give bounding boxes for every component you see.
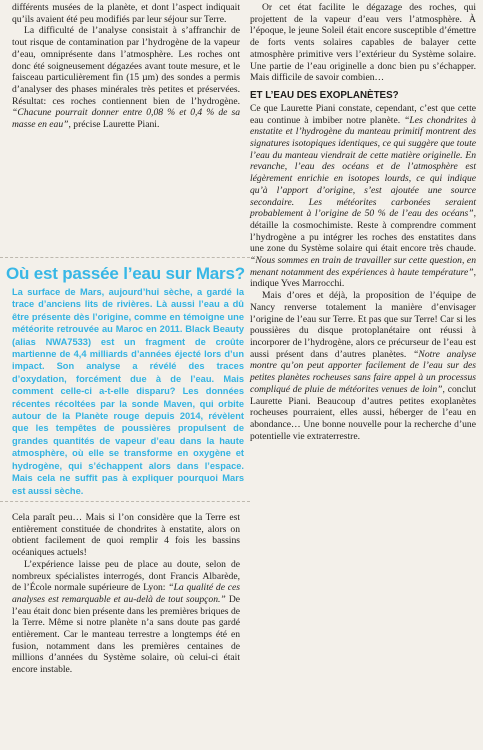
callout-bottom-divider: [0, 501, 250, 502]
paragraph: L’expérience laisse peu de place au doute, selon de nombreux spécialistes interrogés, dont Francis Albarède, de l’École normale supérieure de Lyon: “La qualité de ces analyses est remarquable et au-delà de tout soupçon.” De l’eau était donc bien présente dans les premières briques de la Terre. Même si notre planète n’a sans doute pas gardé entièrement. Car le manteau terrestre a longtemps été en fusion, notamment dans les premières centaines de millions d’années du Système solaire, où celui-ci était encore instable.: [12, 558, 240, 676]
paragraph: La difficulté de l’analyse consistait à s’affranchir de tout risque de contamination par l’hydrogène de la vapeur d’eau, omniprésente dans l’atmosphère. Les roches ont donc été soigneusement dégazées avant toute mesure, et le faisceau particulièrement fin (15 µm) des sondes a permis d’analyser des phases minérales très petites et préservées. Résultat: ces roches contiennent bien de l’hydrogène. “Chacune pourrait donner entre 0,08 % et 0,4 % de sa masse en eau”, précise Laurette Piani.: [12, 25, 240, 131]
quote: “La qualité de ces analyses est remarquable et au-delà de tout soupçon.”: [12, 582, 240, 605]
paragraph: Mais d’ores et déjà, la proposition de l’équipe de Nancy renverse totalement la manière d’envisager l’origine de l’eau sur Terre. Et pas que sur Terre! Car si les poussières du disque protoplanétaire ont réussi à incorporer de l’hydrogène, alors ce précurseur de l’eau est aussi présent dans d’autres planètes. “Notre analyse montre qu’on peut apporter facilement de l’eau sur des petites planètes rocheuses sans faire appel à un processus compliqué de pluie de météorites venues de loin”, conclut Laurette Piani. Beaucoup d’autres petites exoplanètes rocheuses pourraient, elles aussi, héberger de l’eau en abondance… Une bonne nouvelle pour la recherche d’une potentielle vie extraterrestre.: [250, 290, 476, 442]
paragraph: différents musées de la planète, et dont l’aspect indiquait qu’ils avaient été peu modifiés par leur séjour sur Terre.: [12, 2, 240, 25]
left-column-bottom: [12, 512, 240, 676]
quote: “Nous sommes en train de travailler sur cette question, en menant notamment des expériences à haute température”: [250, 255, 476, 278]
paragraph: Cela paraît peu… Mais si l’on considère que la Terre est entièrement constituée de chondrites à enstatite, alors on obtient facilement de quoi remplir 4 fois les bassins océaniques actuels!: [12, 512, 240, 559]
callout-title: Où est passée l’eau sur Mars?: [6, 264, 245, 283]
quote: “Les chondrites à enstatite et l’hydrogène du manteau primitif montrent des signatures isotopiques identiques, ce qui suggère que toute l’eau du manteau viendrait de cette matière originelle. En revanche, l’eau des océans et de l’atmosphère est légèrement enrichie en isotopes lourds, ce qui indique qu’à l’apport d’origine, s’est ajoutée une source secondaire. Les météorites carbonées seraient probablement à l’origine de 50 % de l’eau des océans”: [250, 114, 476, 220]
right-column: [250, 2, 476, 442]
mars-callout-box: [6, 264, 246, 496]
quote: “Notre analyse montre qu’on peut apporter facilement de l’eau sur des petites planètes rocheuses sans faire appel à un processus compliqué de pluie de météorites venues de loin”: [250, 348, 476, 395]
left-column-top: [12, 2, 240, 131]
section-heading: ET L’EAU DES EXOPLANÈTES?: [250, 89, 399, 101]
callout-body: La surface de Mars, aujourd’hui sèche, a gardé la trace d’anciens lits de rivières. Là aussi l’eau a dû être présente dès l’origine, comme en témoigne une météorite retrouvée au Maroc en 2011. Black Beauty (alias NWA7533) est un fragment de croûte martienne de 4,4 milliards d’années éjecté lors d’un impact. Son analyse a révélé des traces d’oxydation, forcément due à de l’eau. Mais comment celle-ci a-t-elle disparu? Les données récentes récoltées par la sonde Maven, qui orbite autour de la Planète rouge depuis 2014, révèlent que les tempêtes de poussières propulsent de grandes quantités de vapeur d’eau dans la haute atmosphère, où elle se transforme en oxygène et hydrogène, qui s’échappent alors dans l’espace. Mais cela ne suffit pas à expliquer pourquoi Mars est aussi sèche.: [12, 287, 244, 496]
callout-top-divider: [0, 257, 250, 258]
paragraph: Or cet état facilite le dégazage des roches, qui projettent de la vapeur d’eau vers l’atmosphère. À l’époque, le jeune Soleil était encore susceptible d’émettre de forts vents solaires capables de balayer cette atmosphère primitive vers l’extérieur du Système solaire. Une partie de l’eau originelle a donc bien pu s’échapper. Mais difficile de savoir combien…: [250, 2, 476, 84]
paragraph: Ce que Laurette Piani constate, cependant, c’est que cette eau continue à imbiber notre planète. “Les chondrites à enstatite et l’hydrogène du manteau primitif montrent des signatures isotopiques identiques, ce qui suggère que toute l’eau du manteau viendrait de cette matière originelle. En revanche, l’eau des océans et de l’atmosphère est légèrement enrichie en isotopes lourds, ce qui indique qu’à l’apport d’origine, s’est ajoutée une source secondaire. Les météorites carbonées seraient probablement à l’origine de 50 % de l’eau des océans”, détaille la cosmochimiste. Reste à comprendre comment l’hydrogène a pu intégrer les roches des enstatites dans une zone du Système solaire qui était encore très chaude. “Nous sommes en train de travailler sur cette question, en menant notamment des expériences à haute température”, indique Yves Marrocchi.: [250, 102, 476, 290]
quote: “Chacune pourrait donner entre 0,08 % et 0,4 % de sa masse en eau”: [12, 107, 240, 131]
